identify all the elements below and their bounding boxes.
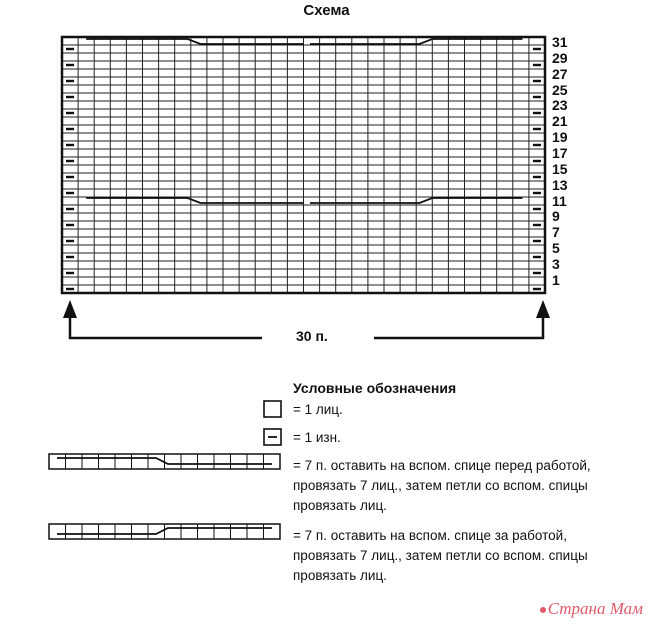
row-number: 3 <box>552 256 560 272</box>
legend-cable-back-text: = 7 п. оставить на вспом. спице за работой, провязать 7 лиц., затем петли со вспом. спицы провязать лиц. <box>293 528 588 583</box>
knit-square-icon <box>263 400 283 418</box>
row-number: 9 <box>552 208 560 224</box>
row-number: 1 <box>552 272 560 288</box>
watermark-dot-icon <box>540 607 546 613</box>
row-number: 11 <box>552 193 567 209</box>
row-number: 15 <box>552 161 568 177</box>
row-number: 23 <box>552 97 568 113</box>
chart-title: Схема <box>303 2 350 19</box>
stitch-count-label: 30 п. <box>296 328 328 344</box>
cable-crossings <box>86 39 522 203</box>
row-number: 7 <box>552 224 560 240</box>
cable-front-icon <box>48 452 284 472</box>
legend-purl-text: = 1 изн. <box>293 430 341 445</box>
row-number: 19 <box>552 129 568 145</box>
row-number: 5 <box>552 240 560 256</box>
legend-title: Условные обозначения <box>293 380 457 396</box>
row-number: 27 <box>552 66 568 82</box>
row-number: 17 <box>552 145 568 161</box>
chart-grid <box>62 37 545 293</box>
legend-knit-text: = 1 лиц. <box>293 402 343 417</box>
row-number: 25 <box>552 82 568 98</box>
cable-back-icon <box>48 522 284 542</box>
row-number: 29 <box>552 50 568 66</box>
site-watermark <box>540 599 643 619</box>
row-number: 31 <box>552 34 568 50</box>
watermark-text: Страна Мам <box>547 599 643 618</box>
row-number: 13 <box>552 177 568 193</box>
legend-cable-front-text: = 7 п. оставить на вспом. спице перед работой, провязать 7 лиц., затем петли со вспом. спицы провязать лиц. <box>293 458 591 513</box>
row-number: 21 <box>552 113 568 129</box>
purl-square-icon <box>263 428 283 446</box>
